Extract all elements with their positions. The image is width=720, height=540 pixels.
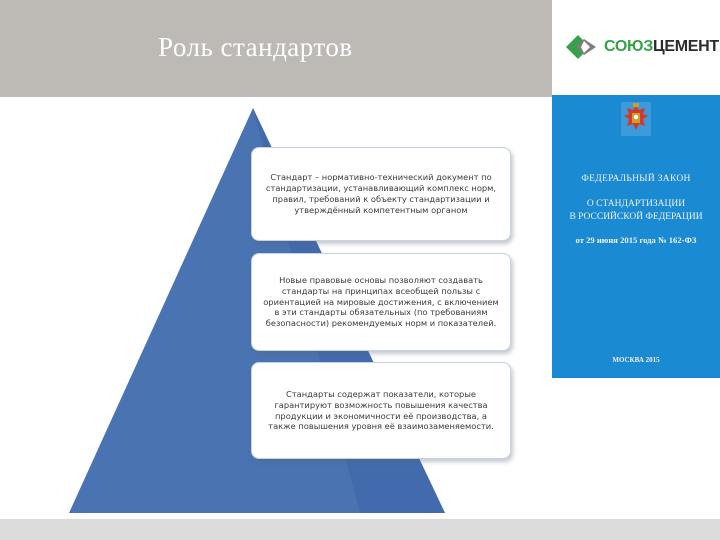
card-definition-text: Стандарт – нормативно-технический документ по стандартизации, устанавливающий комплекс норм, правил, требований к объекту стандартизации и утверждённый компетентным органом xyxy=(265,172,497,215)
card-indicators-text: Стандарты содержат показатели, которые гарантируют возможность повышения качества продукции и экономичности её производства, а также повышения уровня её взаимозаменяемости. xyxy=(268,388,494,432)
pyramid-card-legal-basis xyxy=(251,253,511,351)
law-place: МОСКВА 2015 xyxy=(612,356,660,364)
law-title-line1: О СТАНДАРТИЗАЦИИ xyxy=(586,199,686,209)
pyramid-card-definition xyxy=(251,147,511,241)
law-cover-image xyxy=(552,95,720,378)
footer-bar xyxy=(0,519,720,540)
law-kind: ФЕДЕРАЛЬНЫЙ ЗАКОН xyxy=(581,174,691,184)
card-legal-basis-text: Новые правовые основы позволяют создавать стандарты на принципах всеобщей пользы с ориентацией на мировые достижения, с включением в эти стандарты обязательных (по требованиям безопасности) рекомендуемых норм и показателей. xyxy=(263,274,499,329)
law-date: от 29 июня 2015 года № 162-ФЗ xyxy=(575,235,697,245)
pyramid-card-indicators xyxy=(251,362,511,459)
law-title xyxy=(552,198,720,224)
russian-coat-of-arms-icon xyxy=(621,102,651,136)
logo-text-part2: ЦЕМЕНТ xyxy=(652,38,719,55)
logo-text-part1: СОЮЗ xyxy=(604,38,653,55)
law-title-line2: В РОССИЙСКОЙ ФЕДЕРАЦИИ xyxy=(569,211,703,222)
slide-title: Роль стандартов xyxy=(158,32,353,62)
